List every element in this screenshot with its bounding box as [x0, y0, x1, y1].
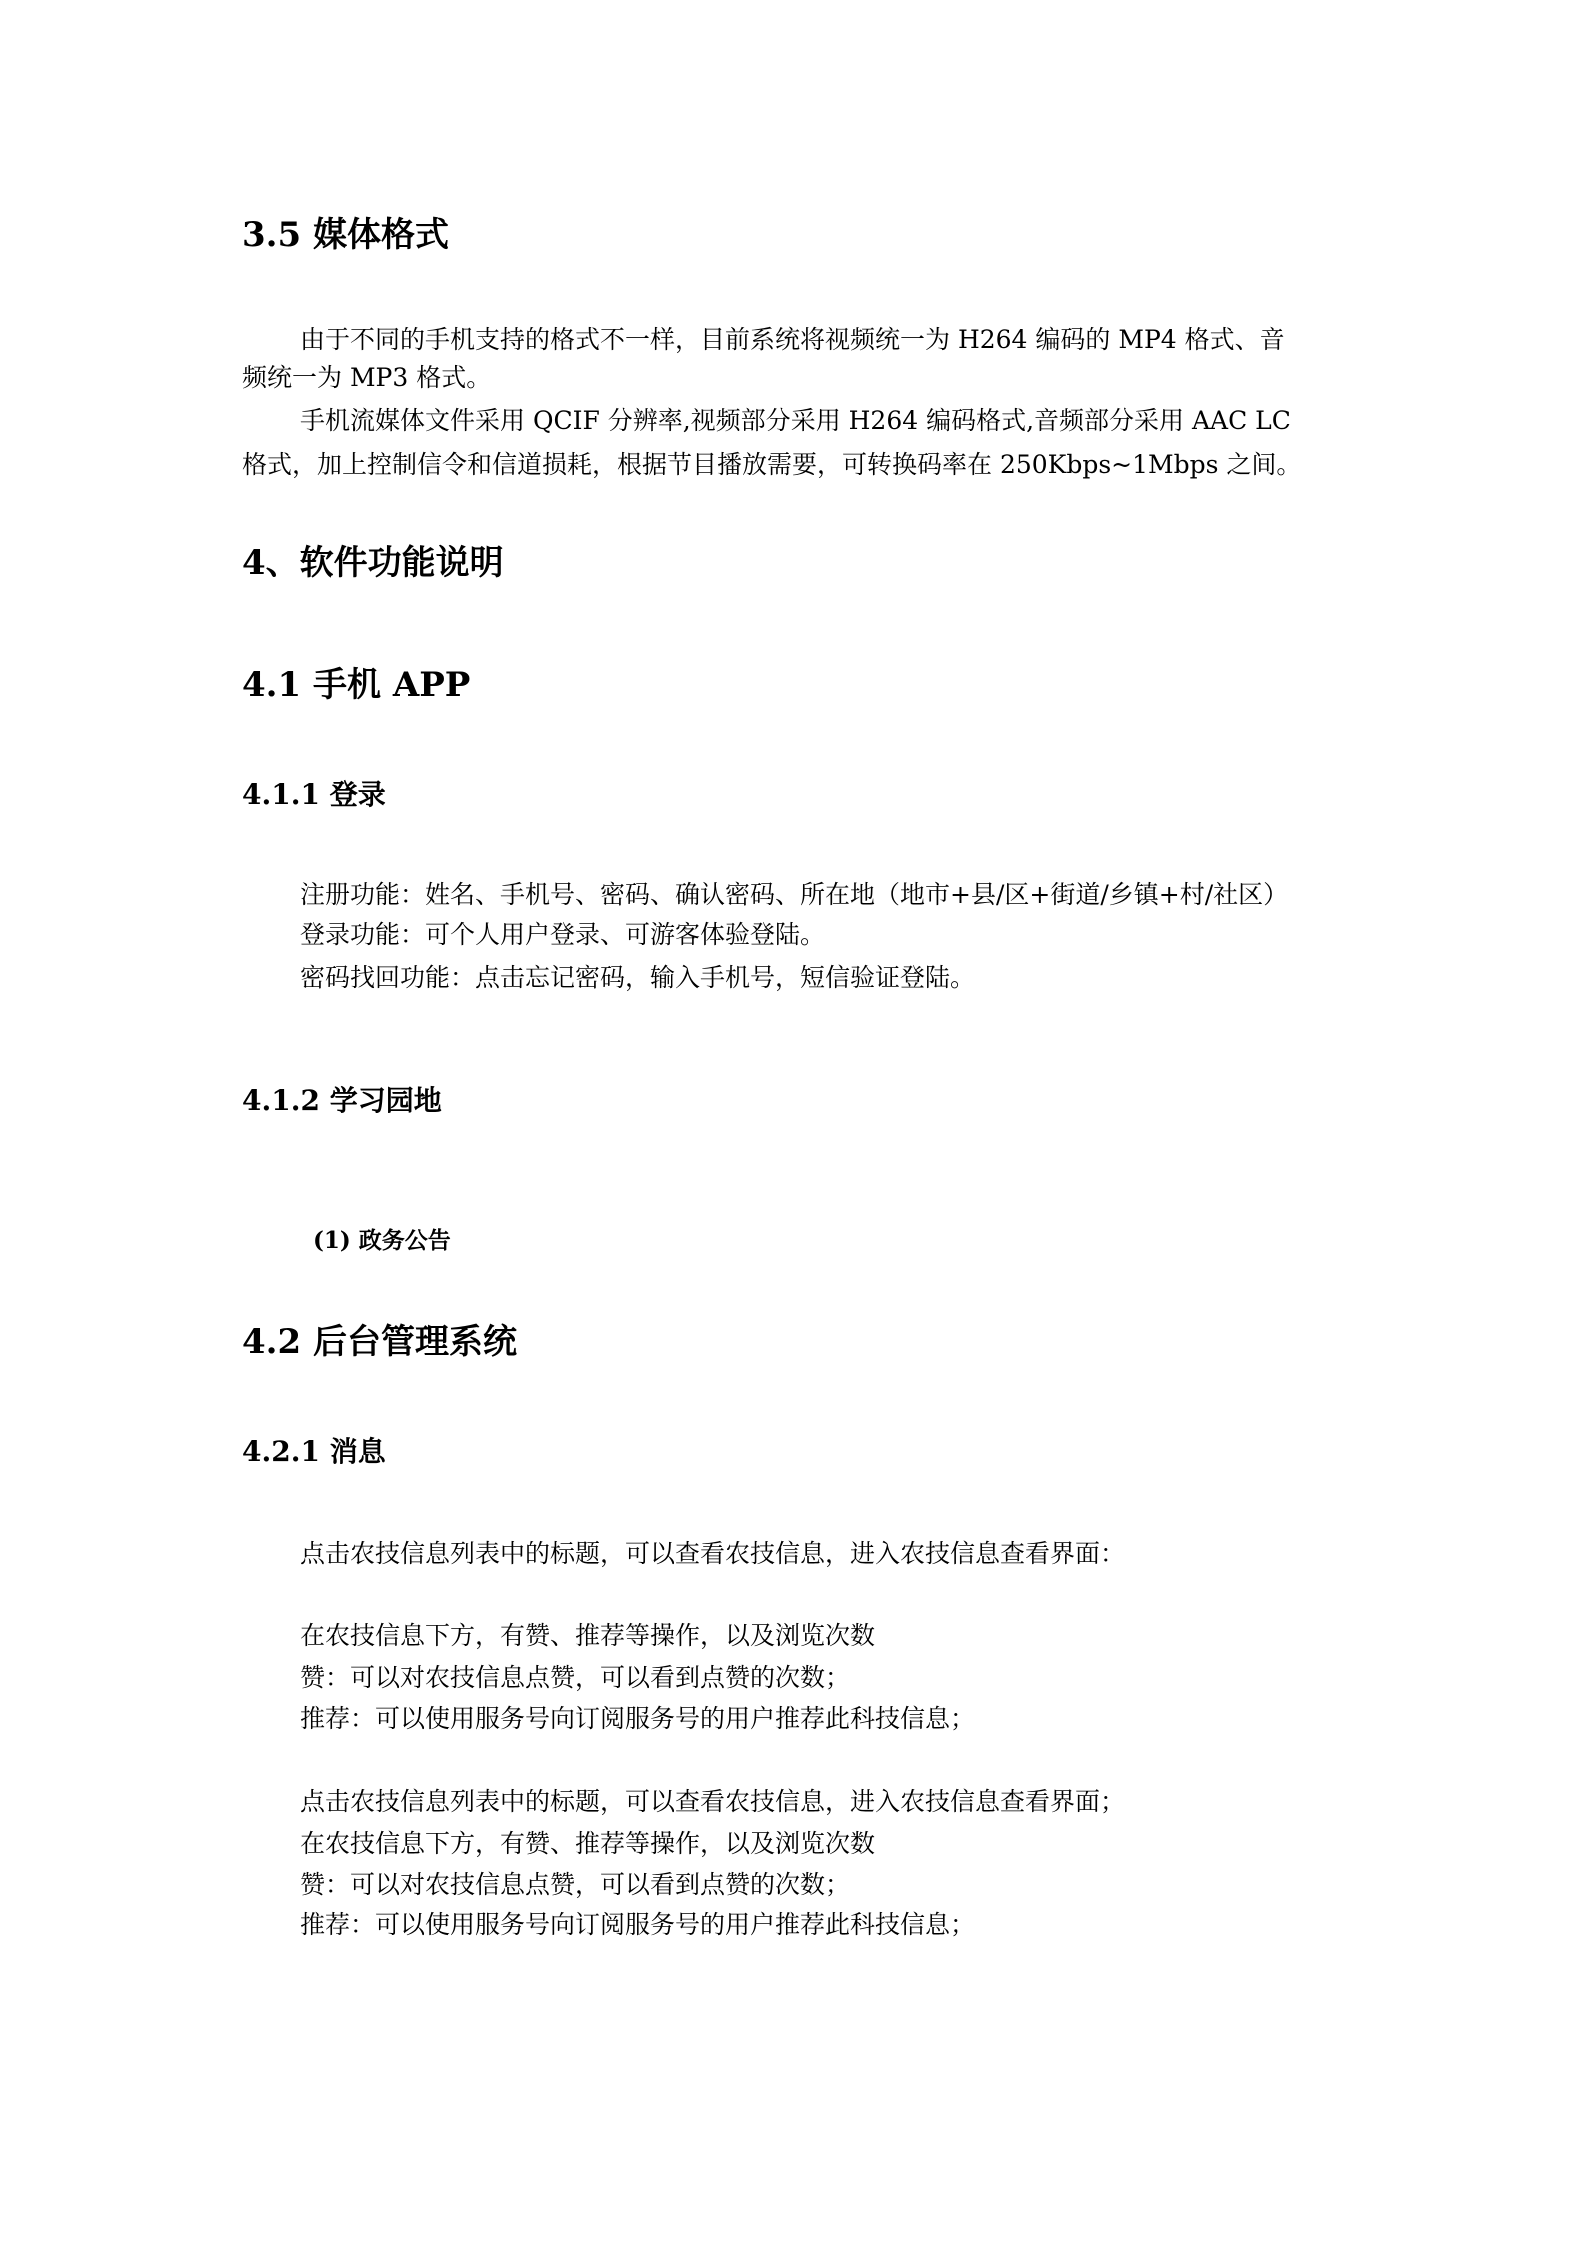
- list-line: 在农技信息下方，有赞、推荐等操作，以及浏览次数: [300, 1829, 876, 1858]
- heading-4-2: 4.2 后台管理系统: [242, 1322, 517, 1362]
- paragraph-line: 频统一为 MP3 格式。: [242, 363, 492, 392]
- list-line: 点击农技信息列表中的标题，可以查看农技信息，进入农技信息查看界面：: [300, 1539, 1126, 1568]
- heading-4-1-1: 4.1.1 登录: [242, 778, 386, 811]
- list-line: 赞：可以对农技信息点赞，可以看到点赞的次数；: [300, 1663, 851, 1692]
- heading-3-5: 3.5 媒体格式: [242, 215, 449, 255]
- list-line: 注册功能：姓名、手机号、密码、确认密码、所在地（地市+县/区+街道/乡镇+村/社区）: [300, 880, 1289, 909]
- heading-4-2-1: 4.2.1 消息: [242, 1435, 386, 1468]
- heading-4-1-2: 4.1.2 学习园地: [242, 1084, 442, 1117]
- list-line: 在农技信息下方，有赞、推荐等操作，以及浏览次数: [300, 1621, 876, 1650]
- list-line: 登录功能：可个人用户登录、可游客体验登陆。: [300, 920, 826, 949]
- list-line: 密码找回功能：点击忘记密码，输入手机号，短信验证登陆。: [300, 963, 976, 992]
- paragraph-line: 手机流媒体文件采用 QCIF 分辨率,视频部分采用 H264 编码格式,音频部分采用 AAC LC: [300, 406, 1291, 435]
- list-line: 推荐：可以使用服务号向订阅服务号的用户推荐此科技信息；: [300, 1704, 976, 1733]
- paragraph-line: 由于不同的手机支持的格式不一样，目前系统将视频统一为 H264 编码的 MP4 格式、音: [300, 325, 1285, 354]
- heading-4-1: 4.1 手机 APP: [242, 665, 471, 705]
- paragraph-line: 格式，加上控制信令和信道损耗，根据节目播放需要，可转换码率在 250Kbps~1Mbps 之间。: [242, 450, 1302, 479]
- heading-4: 4、软件功能说明: [242, 543, 504, 583]
- list-line: 点击农技信息列表中的标题，可以查看农技信息，进入农技信息查看界面；: [300, 1787, 1126, 1816]
- list-line: 赞：可以对农技信息点赞，可以看到点赞的次数；: [300, 1870, 851, 1899]
- list-line: 推荐：可以使用服务号向订阅服务号的用户推荐此科技信息；: [300, 1910, 976, 1939]
- subheading-gov-notice: (1) 政务公告: [313, 1227, 451, 1254]
